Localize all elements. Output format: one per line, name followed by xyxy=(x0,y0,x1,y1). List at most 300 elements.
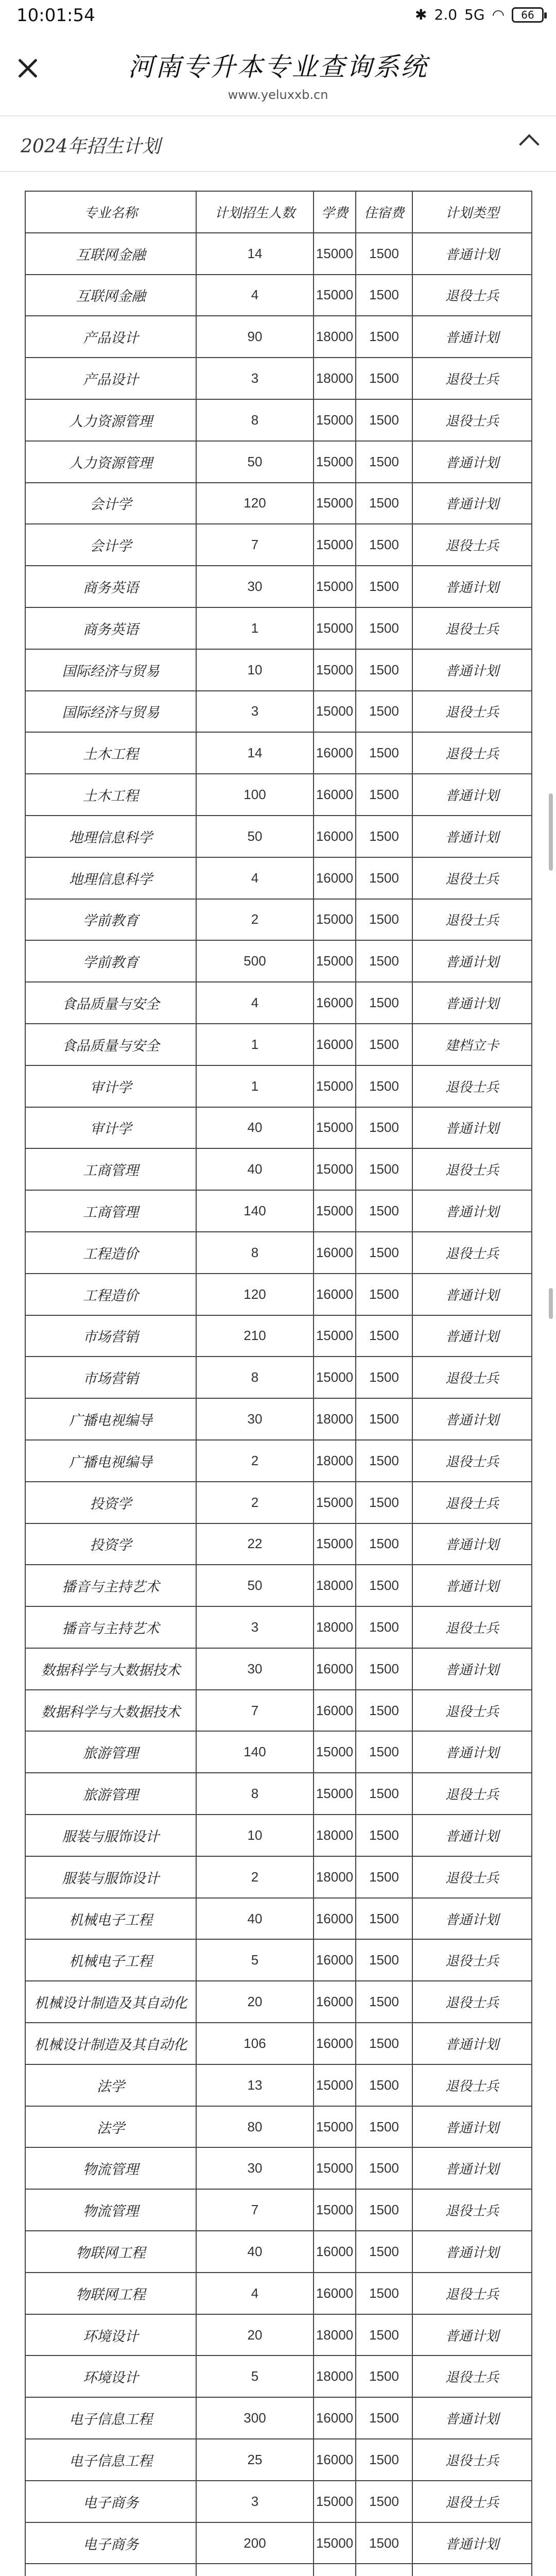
cell-quota: 90 xyxy=(196,316,314,358)
cell-quota: 5 xyxy=(196,1939,314,1981)
cell-tuition: 15000 xyxy=(314,399,356,441)
cell-tuition: 15000 xyxy=(314,233,356,275)
cell-plan-type: 普通计划 xyxy=(412,1648,532,1690)
table-row xyxy=(25,1107,532,1149)
cell-plan-type: 普通计划 xyxy=(412,982,532,1024)
cell-plan-type: 普通计划 xyxy=(412,1315,532,1357)
cell-plan-type: 退役士兵 xyxy=(412,1856,532,1898)
cell-tuition: 15000 xyxy=(314,1773,356,1815)
cell-quota xyxy=(196,2564,314,2576)
cell-quota: 8 xyxy=(196,1357,314,1398)
table-row xyxy=(25,1898,532,1940)
cell-quota: 7 xyxy=(196,1690,314,1732)
cell-quota: 50 xyxy=(196,441,314,483)
table-row xyxy=(25,1815,532,1856)
cell-lodging: 1500 xyxy=(356,275,412,316)
cell-quota: 40 xyxy=(196,2231,314,2273)
cell-tuition: 15000 xyxy=(314,1190,356,1232)
cell-major: 土木工程 xyxy=(25,774,196,816)
cell-quota: 140 xyxy=(196,1731,314,1773)
table-row xyxy=(25,607,532,649)
cell-major: 机械设计制造及其自动化 xyxy=(25,1981,196,2023)
bluetooth-icon: ✱ xyxy=(415,6,427,23)
cell-lodging: 1500 xyxy=(356,1898,412,1940)
cell-major: 数据科学与大数据技术 xyxy=(25,1690,196,1732)
cell-lodging: 1500 xyxy=(356,691,412,733)
cell-tuition: 15000 xyxy=(314,1315,356,1357)
cell-lodging: 1500 xyxy=(356,1190,412,1232)
cell-major: 法学 xyxy=(25,2064,196,2106)
cell-tuition: 16000 xyxy=(314,1274,356,1315)
cell-plan-type: 普通计划 xyxy=(412,774,532,816)
cell-lodging: 1500 xyxy=(356,1690,412,1732)
table-row xyxy=(25,2564,532,2576)
title-bar xyxy=(0,33,556,110)
table-row xyxy=(25,441,532,483)
cell-plan-type: 退役士兵 xyxy=(412,2189,532,2231)
table-row xyxy=(25,1773,532,1815)
cell-lodging: 1500 xyxy=(356,732,412,774)
cell-plan-type: 退役士兵 xyxy=(412,1939,532,1981)
table-body xyxy=(25,233,532,2576)
cell-quota: 50 xyxy=(196,816,314,857)
cell-tuition: 16000 xyxy=(314,1024,356,1065)
cell-tuition: 15000 xyxy=(314,899,356,941)
cell-lodging: 1500 xyxy=(356,233,412,275)
cell-major: 环境设计 xyxy=(25,2314,196,2356)
cell-quota: 1 xyxy=(196,1024,314,1065)
cell-lodging: 1500 xyxy=(356,857,412,899)
cell-tuition: 15000 xyxy=(314,1065,356,1107)
cell-lodging: 1500 xyxy=(356,358,412,399)
cell-tuition: 15000 xyxy=(314,2064,356,2106)
cell-lodging: 1500 xyxy=(356,1773,412,1815)
cell-major: 物联网工程 xyxy=(25,2273,196,2314)
table-row xyxy=(25,2481,532,2522)
cell-major: 环境设计 xyxy=(25,2355,196,2397)
cell-lodging: 1500 xyxy=(356,1939,412,1981)
table-row xyxy=(25,1357,532,1398)
cell-lodging: 1500 xyxy=(356,607,412,649)
cell-plan-type: 退役士兵 xyxy=(412,524,532,566)
cell-quota: 1 xyxy=(196,607,314,649)
cell-major: 物流管理 xyxy=(25,2189,196,2231)
cell-major: 数据科学与大数据技术 xyxy=(25,1648,196,1690)
cell-lodging: 1500 xyxy=(356,1606,412,1648)
section-header[interactable] xyxy=(0,115,556,172)
cell-lodging: 1500 xyxy=(356,1232,412,1274)
cell-major: 工商管理 xyxy=(25,1190,196,1232)
cell-major: 食品质量与安全 xyxy=(25,1024,196,1065)
table-row xyxy=(25,483,532,524)
cell-quota: 20 xyxy=(196,2314,314,2356)
cell-tuition: 15000 xyxy=(314,1731,356,1773)
app-title: 河南专升本专业查询系统 xyxy=(128,52,428,82)
cell-lodging: 1500 xyxy=(356,1357,412,1398)
cell-major: 审计学 xyxy=(25,1107,196,1149)
table-row xyxy=(25,1856,532,1898)
cell-tuition: 16000 xyxy=(314,1232,356,1274)
cell-quota: 10 xyxy=(196,649,314,691)
cell-tuition: 15000 xyxy=(314,1148,356,1190)
table-row xyxy=(25,2439,532,2481)
cell-tuition: 16000 xyxy=(314,2439,356,2481)
cell-plan-type: 退役士兵 xyxy=(412,691,532,733)
table-row xyxy=(25,1523,532,1565)
cell-plan-type: 普通计划 xyxy=(412,566,532,607)
cell-quota: 2 xyxy=(196,899,314,941)
cell-tuition: 18000 xyxy=(314,1606,356,1648)
table-row xyxy=(25,2273,532,2314)
table-row xyxy=(25,1482,532,1523)
network-speed: 2.0 xyxy=(434,6,458,23)
cell-lodging: 1500 xyxy=(356,2064,412,2106)
cell-plan-type: 普通计划 xyxy=(412,1523,532,1565)
cell-plan-type: 退役士兵 xyxy=(412,607,532,649)
cell-plan-type: 普通计划 xyxy=(412,2397,532,2439)
cell-quota: 200 xyxy=(196,2522,314,2564)
cell-quota: 7 xyxy=(196,524,314,566)
cell-tuition: 15000 xyxy=(314,566,356,607)
cell-major: 电子商务 xyxy=(25,2522,196,2564)
table-row xyxy=(25,1981,532,2023)
cell-quota: 40 xyxy=(196,1107,314,1149)
table-row xyxy=(25,649,532,691)
table-row xyxy=(25,358,532,399)
cell-plan-type: 普通计划 xyxy=(412,2147,532,2189)
cell-plan-type: 普通计划 xyxy=(412,649,532,691)
cell-plan-type: 普通计划 xyxy=(412,816,532,857)
cell-lodging: 1500 xyxy=(356,2273,412,2314)
cell-lodging: 1500 xyxy=(356,2106,412,2148)
cell-lodging: 1500 xyxy=(356,1731,412,1773)
table-row xyxy=(25,1190,532,1232)
table-row xyxy=(25,233,532,275)
cell-tuition: 18000 xyxy=(314,358,356,399)
status-bar xyxy=(0,0,556,33)
cell-major: 国际经济与贸易 xyxy=(25,649,196,691)
cell-quota: 2 xyxy=(196,1482,314,1523)
cell-plan-type: 普通计划 xyxy=(412,1398,532,1440)
table-row xyxy=(25,1315,532,1357)
cell-plan-type: 退役士兵 xyxy=(412,2273,532,2314)
cell-plan-type: 普通计划 xyxy=(412,1565,532,1606)
cell-plan-type: 退役士兵 xyxy=(412,1440,532,1482)
cell-plan-type: 退役士兵 xyxy=(412,275,532,316)
cell-plan-type: 普通计划 xyxy=(412,1898,532,1940)
table-row xyxy=(25,1648,532,1690)
cell-plan-type: 普通计划 xyxy=(412,441,532,483)
cell-major: 播音与主持艺术 xyxy=(25,1606,196,1648)
cell-plan-type: 普通计划 xyxy=(412,940,532,982)
scrollbar[interactable] xyxy=(549,793,553,871)
cell-quota: 300 xyxy=(196,2397,314,2439)
cell-tuition: 16000 xyxy=(314,1898,356,1940)
cell-lodging: 1500 xyxy=(356,1398,412,1440)
cell-quota: 40 xyxy=(196,1898,314,1940)
cell-quota: 8 xyxy=(196,399,314,441)
table-row xyxy=(25,1232,532,1274)
table-row xyxy=(25,940,532,982)
cell-major: 学前教育 xyxy=(25,940,196,982)
cell-lodging: 1500 xyxy=(356,1856,412,1898)
cell-plan-type: 退役士兵 xyxy=(412,2439,532,2481)
cell-quota: 500 xyxy=(196,940,314,982)
table-row xyxy=(25,732,532,774)
cell-plan-type: 退役士兵 xyxy=(412,732,532,774)
cell-tuition: 18000 xyxy=(314,1856,356,1898)
signal-icon: 5G xyxy=(464,6,485,23)
cell-plan-type: 退役士兵 xyxy=(412,899,532,941)
cell-tuition: 18000 xyxy=(314,1815,356,1856)
cell-lodging: 1500 xyxy=(356,483,412,524)
cell-lodging: 1500 xyxy=(356,774,412,816)
cell-tuition: 18000 xyxy=(314,2355,356,2397)
cell-quota: 30 xyxy=(196,1648,314,1690)
cell-quota: 10 xyxy=(196,1815,314,1856)
cell-tuition: 18000 xyxy=(314,1398,356,1440)
table-row xyxy=(25,316,532,358)
cell-major: 互联网金融 xyxy=(25,275,196,316)
cell-major: 电子信息工程 xyxy=(25,2397,196,2439)
cell-tuition: 16000 xyxy=(314,2397,356,2439)
cell-plan-type: 普通计划 xyxy=(412,2231,532,2273)
battery-icon: 66 xyxy=(512,7,544,23)
cell-tuition: 16000 xyxy=(314,1648,356,1690)
cell-quota: 22 xyxy=(196,1523,314,1565)
table-row xyxy=(25,1024,532,1065)
cell-plan-type: 退役士兵 xyxy=(412,399,532,441)
cell-lodging: 1500 xyxy=(356,1440,412,1482)
cell-tuition: 18000 xyxy=(314,1440,356,1482)
cell-lodging: 1500 xyxy=(356,899,412,941)
cell-major: 产品设计 xyxy=(25,316,196,358)
cell-lodging: 1500 xyxy=(356,566,412,607)
cell-major: 旅游管理 xyxy=(25,1773,196,1815)
table-row xyxy=(25,1690,532,1732)
table-row xyxy=(25,1731,532,1773)
cell-major: 工程造价 xyxy=(25,1274,196,1315)
cell-plan-type: 退役士兵 xyxy=(412,2064,532,2106)
table-row xyxy=(25,774,532,816)
app-url: www.yeluxxb.cn xyxy=(228,88,328,102)
plan-table-container xyxy=(25,191,531,2576)
cell-major: 商务英语 xyxy=(25,566,196,607)
cell-quota: 1 xyxy=(196,1065,314,1107)
cell-tuition: 15000 xyxy=(314,649,356,691)
table-row xyxy=(25,2397,532,2439)
cell-lodging: 1500 xyxy=(356,2147,412,2189)
cell-tuition: 15000 xyxy=(314,2481,356,2522)
cell-tuition: 15000 xyxy=(314,1357,356,1398)
cell-tuition: 15000 xyxy=(314,1523,356,1565)
cell-quota: 14 xyxy=(196,732,314,774)
cell-quota: 3 xyxy=(196,2481,314,2522)
cell-lodging: 1500 xyxy=(356,1565,412,1606)
cell-plan-type: 退役士兵 xyxy=(412,1482,532,1523)
cell-tuition: 18000 xyxy=(314,1565,356,1606)
cell-quota: 140 xyxy=(196,1190,314,1232)
chevron-up-icon[interactable] xyxy=(519,134,540,155)
header-lodging: 住宿费 xyxy=(356,191,412,233)
cell-plan-type: 退役士兵 xyxy=(412,1773,532,1815)
table-row xyxy=(25,982,532,1024)
table-row xyxy=(25,1565,532,1606)
cell-major: 审计学 xyxy=(25,1065,196,1107)
cell-tuition: 15000 xyxy=(314,275,356,316)
cell-plan-type: 退役士兵 xyxy=(412,1606,532,1648)
header-major: 专业名称 xyxy=(25,191,196,233)
cell-quota: 13 xyxy=(196,2064,314,2106)
table-row xyxy=(25,399,532,441)
cell-quota: 100 xyxy=(196,774,314,816)
cell-quota: 7 xyxy=(196,2189,314,2231)
cell-tuition: 16000 xyxy=(314,2231,356,2273)
cell-major: 会计学 xyxy=(25,483,196,524)
cell-plan-type: 退役士兵 xyxy=(412,1148,532,1190)
cell-tuition: 16000 xyxy=(314,982,356,1024)
cell-plan-type: 建档立卡 xyxy=(412,1024,532,1065)
table-row xyxy=(25,2231,532,2273)
cell-quota: 3 xyxy=(196,1606,314,1648)
cell-major: 会计学 xyxy=(25,524,196,566)
cell-plan-type: 退役士兵 xyxy=(412,857,532,899)
cell-major: 机械电子工程 xyxy=(25,1898,196,1940)
cell-lodging: 1500 xyxy=(356,1315,412,1357)
cell-tuition xyxy=(314,2564,356,2576)
cell-tuition: 16000 xyxy=(314,816,356,857)
table-header-row xyxy=(25,191,532,233)
table-row xyxy=(25,816,532,857)
cell-tuition: 16000 xyxy=(314,857,356,899)
cell-major: 机械电子工程 xyxy=(25,1939,196,1981)
cell-plan-type: 普通计划 xyxy=(412,316,532,358)
cell-major: 广播电视编导 xyxy=(25,1398,196,1440)
cell-quota: 14 xyxy=(196,233,314,275)
cell-tuition: 15000 xyxy=(314,940,356,982)
cell-major: 机械设计制造及其自动化 xyxy=(25,2023,196,2064)
cell-quota: 2 xyxy=(196,1440,314,1482)
cell-quota: 30 xyxy=(196,566,314,607)
header-quota: 计划招生人数 xyxy=(196,191,314,233)
table-row xyxy=(25,524,532,566)
cell-major: 投资学 xyxy=(25,1523,196,1565)
cell-tuition: 15000 xyxy=(314,1107,356,1149)
cell-tuition: 16000 xyxy=(314,1981,356,2023)
cell-lodging: 1500 xyxy=(356,399,412,441)
cell-lodging: 1500 xyxy=(356,649,412,691)
cell-tuition: 16000 xyxy=(314,2273,356,2314)
table-row xyxy=(25,2189,532,2231)
cell-quota: 4 xyxy=(196,275,314,316)
cell-plan-type: 普通计划 xyxy=(412,2023,532,2064)
scrollbar-2[interactable] xyxy=(549,1288,553,1319)
cell-lodging: 1500 xyxy=(356,2023,412,2064)
cell-major: 旅游管理 xyxy=(25,1731,196,1773)
cell-tuition: 18000 xyxy=(314,2314,356,2356)
cell-plan-type: 退役士兵 xyxy=(412,1690,532,1732)
table-row xyxy=(25,1274,532,1315)
table-row xyxy=(25,1606,532,1648)
cell-plan-type: 退役士兵 xyxy=(412,1357,532,1398)
cell-tuition: 15000 xyxy=(314,441,356,483)
table-row xyxy=(25,857,532,899)
cell-quota: 50 xyxy=(196,1565,314,1606)
cell-lodging: 1500 xyxy=(356,441,412,483)
cell-quota: 4 xyxy=(196,982,314,1024)
table-row xyxy=(25,2355,532,2397)
cell-major: 电子信息工程 xyxy=(25,2439,196,2481)
cell-quota: 120 xyxy=(196,483,314,524)
cell-lodging: 1500 xyxy=(356,1274,412,1315)
cell-major: 工程造价 xyxy=(25,1232,196,1274)
cell-lodging: 1500 xyxy=(356,1815,412,1856)
cell-quota: 20 xyxy=(196,1981,314,2023)
cell-lodging: 1500 xyxy=(356,1482,412,1523)
cell-lodging: 1500 xyxy=(356,1024,412,1065)
cell-major: 国际经济与贸易 xyxy=(25,691,196,733)
cell-major: 互联网金融 xyxy=(25,233,196,275)
table-row xyxy=(25,1065,532,1107)
cell-quota: 30 xyxy=(196,2147,314,2189)
wifi-icon: ◠ xyxy=(492,6,505,23)
cell-quota: 4 xyxy=(196,2273,314,2314)
cell-plan-type: 普通计划 xyxy=(412,2106,532,2148)
cell-tuition: 15000 xyxy=(314,2522,356,2564)
table-row xyxy=(25,1939,532,1981)
cell-tuition: 18000 xyxy=(314,316,356,358)
cell-plan-type: 普通计划 xyxy=(412,1815,532,1856)
cell-tuition: 15000 xyxy=(314,2147,356,2189)
cell-quota: 30 xyxy=(196,1398,314,1440)
cell-tuition: 16000 xyxy=(314,1939,356,1981)
table-row xyxy=(25,566,532,607)
cell-quota: 8 xyxy=(196,1232,314,1274)
cell-major: 市场营销 xyxy=(25,1315,196,1357)
cell-tuition: 15000 xyxy=(314,691,356,733)
cell-quota: 2 xyxy=(196,1856,314,1898)
cell-tuition: 15000 xyxy=(314,1482,356,1523)
table-row xyxy=(25,2314,532,2356)
cell-major xyxy=(25,2564,196,2576)
cell-lodging: 1500 xyxy=(356,1065,412,1107)
cell-lodging: 1500 xyxy=(356,1981,412,2023)
cell-major: 投资学 xyxy=(25,1482,196,1523)
cell-plan-type: 退役士兵 xyxy=(412,2481,532,2522)
cell-major: 学前教育 xyxy=(25,899,196,941)
cell-lodging: 1500 xyxy=(356,2231,412,2273)
cell-plan-type: 普通计划 xyxy=(412,1107,532,1149)
cell-major: 商务英语 xyxy=(25,607,196,649)
cell-quota: 120 xyxy=(196,1274,314,1315)
cell-major: 电子商务 xyxy=(25,2481,196,2522)
cell-lodging: 1500 xyxy=(356,1648,412,1690)
cell-lodging: 1500 xyxy=(356,940,412,982)
cell-lodging: 1500 xyxy=(356,1107,412,1149)
cell-major: 产品设计 xyxy=(25,358,196,399)
cell-quota: 8 xyxy=(196,1773,314,1815)
cell-quota: 25 xyxy=(196,2439,314,2481)
cell-major: 地理信息科学 xyxy=(25,816,196,857)
table-row xyxy=(25,1398,532,1440)
cell-major: 食品质量与安全 xyxy=(25,982,196,1024)
cell-plan-type: 退役士兵 xyxy=(412,1981,532,2023)
cell-quota: 40 xyxy=(196,1148,314,1190)
cell-tuition: 16000 xyxy=(314,732,356,774)
cell-lodging: 1500 xyxy=(356,2481,412,2522)
table-row xyxy=(25,2023,532,2064)
table-row xyxy=(25,275,532,316)
